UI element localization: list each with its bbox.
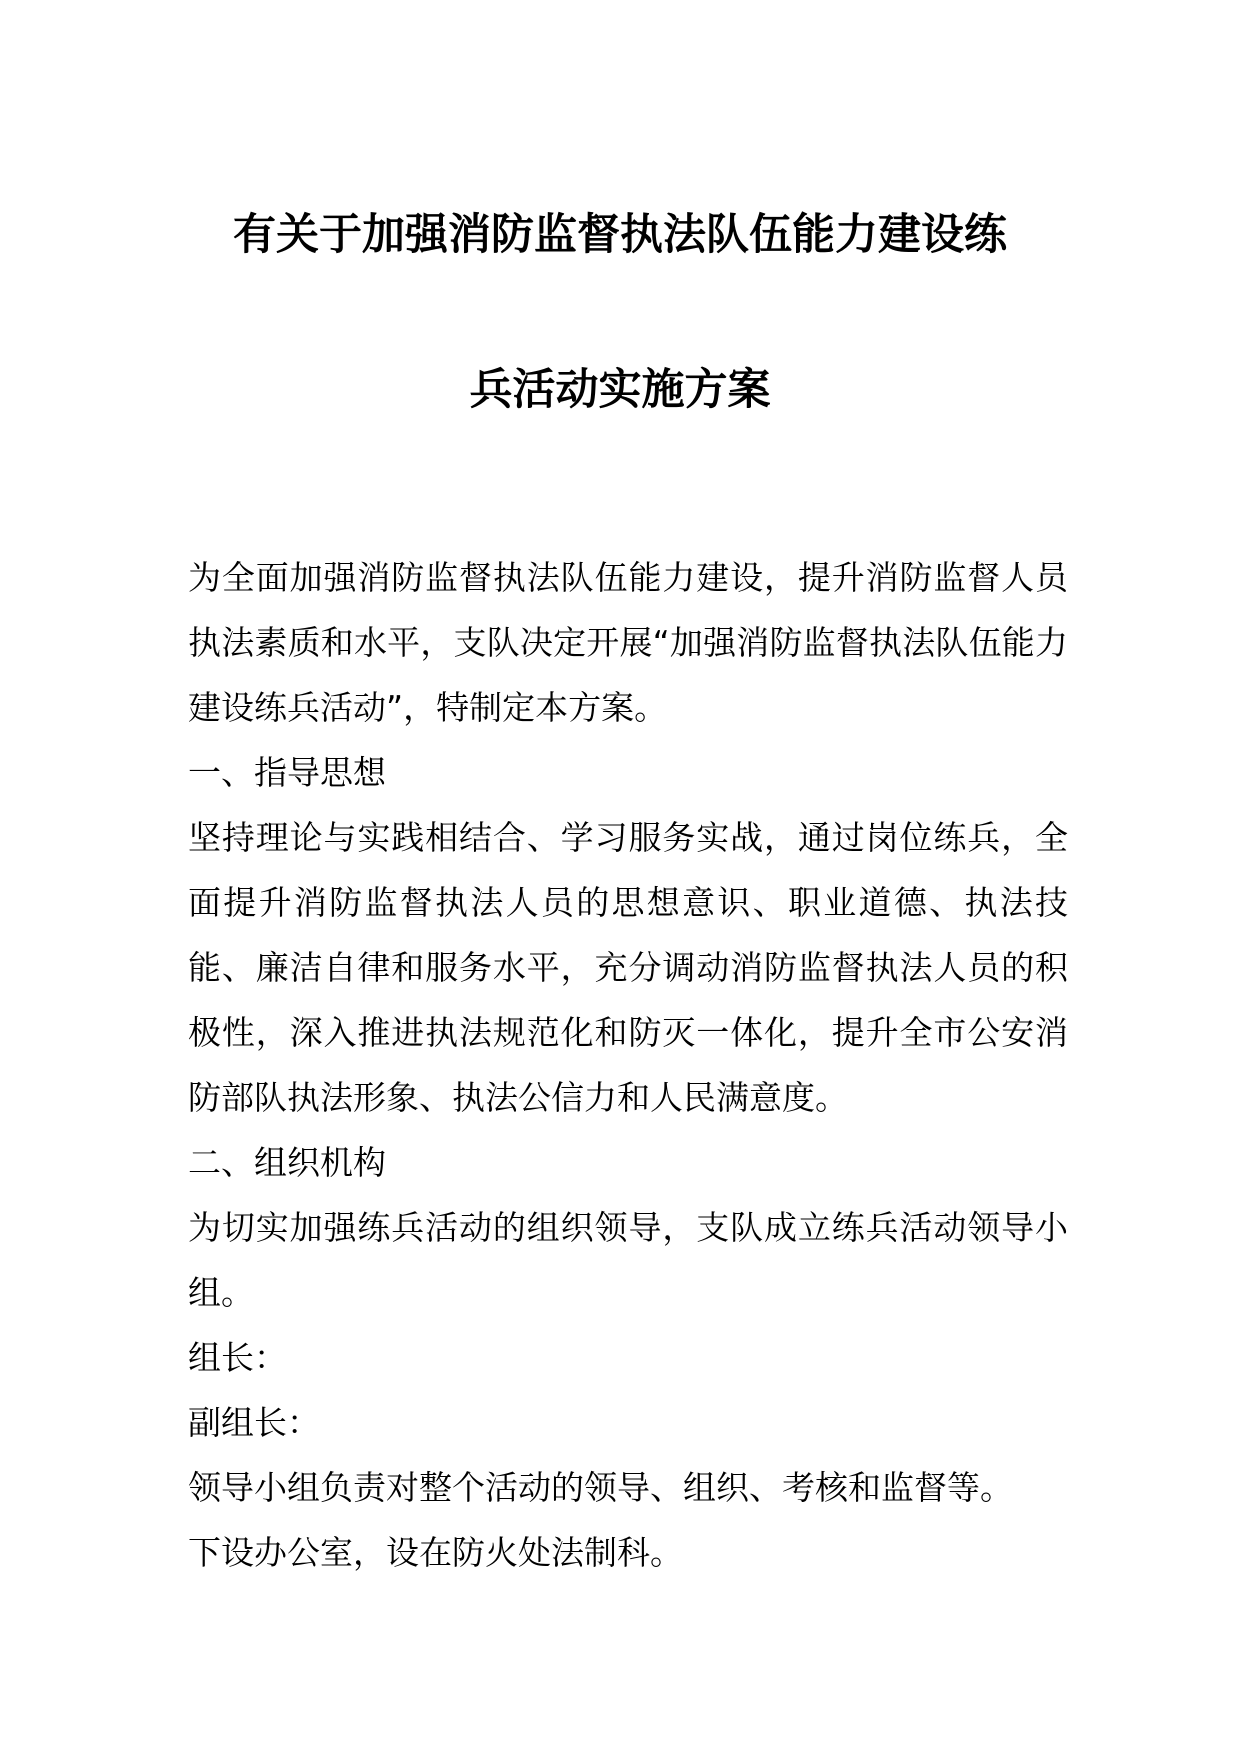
guiding-ideology-paragraph: 坚持理论与实践相结合、学习服务实战，通过岗位练兵，全面提升消防监督执法人员的思想意识、职业道德、执法技能、廉洁自律和服务水平，充分调动消防监督执法人员的积极性，深入推进执法规范化和防灭一体化，提升全市公安消防部队执法形象、执法公信力和人民满意度。 <box>188 818 1068 1117</box>
document-body <box>188 545 1068 1585</box>
deputy-group-leader-line: 副组长： <box>188 1403 320 1442</box>
intro-paragraph: 为全面加强消防监督执法队伍能力建设，提升消防监督人员执法素质和水平，支队决定开展“加强消防监督执法队伍能力建设练兵活动”，特制定本方案。 <box>188 558 1068 727</box>
section-heading-guiding-ideology: 一、指导思想 <box>188 753 386 792</box>
leadership-duty-paragraph: 领导小组负责对整个活动的领导、组织、考核和监督等。 <box>188 1468 1013 1507</box>
group-leader-line: 组长： <box>188 1338 287 1377</box>
office-location-paragraph: 下设办公室，设在防火处法制科。 <box>188 1533 683 1572</box>
organization-paragraph: 为切实加强练兵活动的组织领导，支队成立练兵活动领导小组。 <box>188 1208 1068 1312</box>
document-title-line-2: 兵活动实施方案 <box>469 365 771 415</box>
section-heading-organization: 二、组织机构 <box>188 1143 386 1182</box>
document-title-line-1: 有关于加强消防监督执法队伍能力建设练 <box>233 210 1007 260</box>
